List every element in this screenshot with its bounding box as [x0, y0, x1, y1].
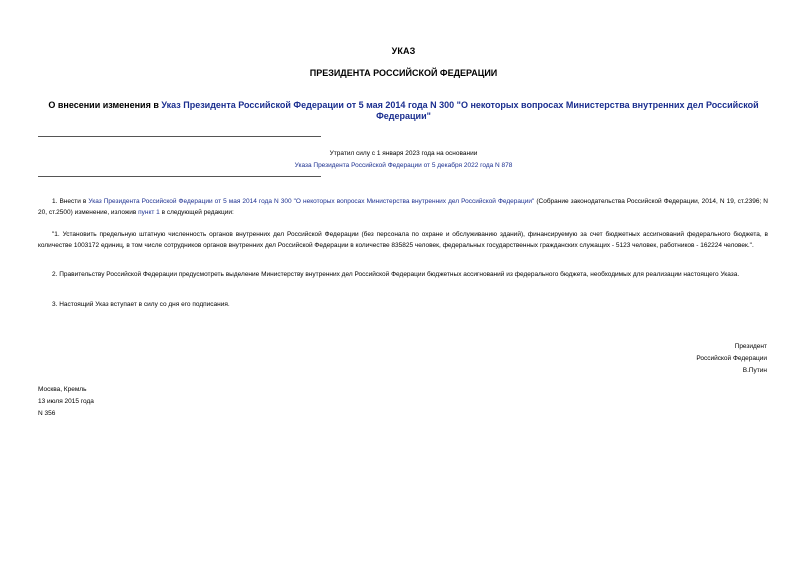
- p1-suffix: в следующей редакции:: [159, 209, 234, 216]
- signature-country: Российской Федерации: [696, 355, 767, 362]
- quoted-clause: "1. Установить предельную штатную численность органов внутренних дел Российской Федерации (без персонала по охране и обслуживанию зданий), финансируемую за счет бюджетных ассигнований федерального бюджета, в количестве 1003172 единиц, в том числе сотрудников органов внутренних дел Российской Федерации в количестве 835825 человек, федеральных государственных гражданских служащих - 5123 человек, работников - 162224 человек.".: [38, 231, 768, 249]
- expired-text: Утратил силу с 1 января 2023 года на основании: [329, 150, 478, 157]
- divider-top: [38, 136, 321, 137]
- p1-clause-link[interactable]: пункт 1: [138, 209, 160, 216]
- signature-title: Президент: [734, 343, 767, 350]
- signature-block: [696, 341, 767, 377]
- expired-notice: [0, 148, 807, 172]
- p1-middle: (Собрание законодательства Российской Федерации, 2014, N 19, ст.2396; N 20, ст.2500) изменение, изложив: [38, 198, 768, 216]
- paragraph-2: 2. Правительству Российской Федерации предусмотреть выделение Министерству внутренних дел Российской Федерации бюджетных ассигнований из федерального бюджета, необходимых для реализации настоящего Указа.: [52, 271, 740, 278]
- date: 13 июля 2015 года: [38, 398, 94, 405]
- p1-decree-link[interactable]: Указ Президента Российской Федерации от 5 мая 2014 года N 300 "О некоторых вопросах Министерства внутренних дел Российской Федерации": [88, 198, 535, 205]
- expired-decree-link[interactable]: Указа Президента Российской Федерации от 5 декабря 2022 года N 878: [294, 162, 513, 169]
- place: Москва, Кремль: [38, 386, 87, 393]
- place-date-block: [38, 384, 94, 420]
- paragraph-1: [38, 196, 768, 218]
- decree-number: N 356: [38, 410, 56, 417]
- signature-name: В.Путин: [742, 367, 767, 374]
- heading-decree-link[interactable]: Указ Президента Российской Федерации от 5 мая 2014 года N 300 "О некоторых вопросах Министерства внутренних дел Российской Федерации": [161, 100, 759, 121]
- divider-bottom: [38, 176, 321, 177]
- document-heading: [40, 100, 767, 122]
- heading-prefix: О внесении изменения в: [48, 100, 162, 110]
- p1-prefix: 1. Внести в: [52, 198, 89, 205]
- document-title: УКАЗ: [391, 46, 416, 56]
- document-subtitle: ПРЕЗИДЕНТА РОССИЙСКОЙ ФЕДЕРАЦИИ: [309, 68, 498, 78]
- paragraph-3: 3. Настоящий Указ вступает в силу со дня его подписания.: [52, 301, 230, 308]
